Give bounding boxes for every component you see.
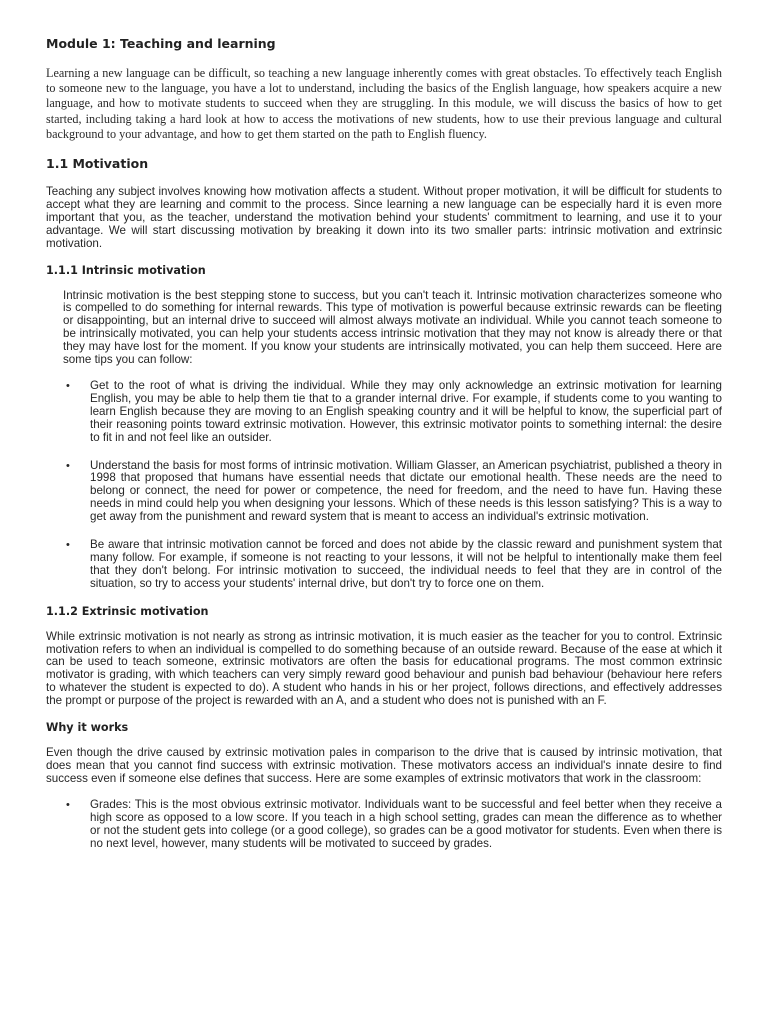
list-item-text: Get to the root of what is driving the individual. While they may only acknowledge an extrinsic motivation for learning English, you may be able to help them tie that to a grander internal drive. For example, if students come to you wanting to learn English because they are moving to an English speaking country and it will be helpful to know, the superficial part of their reasoning points toward extrinsic motivation. However, this extrinsic motivator points to something internal: the desire to fit in and not feel like an outsider. bbox=[90, 378, 722, 444]
list-item-text: Be aware that intrinsic motivation cannot be forced and does not abide by the classic reward and punishment system that many follow. For example, if someone is not reacting to your lessons, it will not be helpful to intentionally make them feel that they don't belong. For intrinsic motivation to succeed, the individual needs to feel that they are in control of the situation, so try to access your students' internal drive, but don't try to force one on them. bbox=[90, 538, 722, 590]
bullet-icon: • bbox=[66, 379, 70, 392]
section-1-1-2-heading: 1.1.2 Extrinsic motivation bbox=[46, 604, 209, 618]
intrinsic-tips-list bbox=[46, 380, 722, 591]
section-1-1-2-paragraph: While extrinsic motivation is not nearly as strong as intrinsic motivation, it is much easier as the teacher for you to control. Extrinsic motivation refers to when an individual is compelled to do something because of an outside reward. Because of the ease at which it can be used to teach someone, extrinsic motivators are often the basis for educational programs. The most common extrinsic motivator is grading, with which teachers can very simply reward good behaviour and punish bad behaviour (behaviour here refers to whatever the student is expected to do). A student who hands in his or her project, follows directions, and effectively addresses the prompt or purpose of the project is rewarded with an A, and a student who does not is punished with an F. bbox=[46, 629, 722, 708]
section-1-1-paragraph: Teaching any subject involves knowing how motivation affects a student. Without proper motivation, it will be difficult for students to accept what they are learning and commit to the process. Since learning a new language can be especially hard it is even more important that you, as the teacher, understand the motivation behind your students' commitment to learning, and use it to your advantage. We will start discussing motivation by breaking it down into its two smaller parts: intrinsic motivation and extrinsic motivation. bbox=[46, 185, 722, 250]
list-item bbox=[46, 460, 722, 525]
extrinsic-examples-list bbox=[46, 799, 722, 851]
why-it-works-paragraph: Even though the drive caused by extrinsic motivation pales in comparison to the drive that is caused by intrinsic motivation, that does mean that you cannot find success with extrinsic motivation. These motivators access an individual's innate desire to find success even if someone else defines that success. Here are some examples of extrinsic motivators that work in the classroom: bbox=[46, 746, 722, 785]
list-item-text: Understand the basis for most forms of intrinsic motivation. William Glasser, an American psychiatrist, published a theory in 1998 that proposed that humans have essential needs that dictate our emotional health. These needs are the need to belong or connect, the need for power or competence, the need for freedom, and the need to have fun. Having these needs in mind could help you when designing your lessons. Which of these needs is this lesson satisfying? This is a way to get away from the punishment and reward system that is meant to access an individual's extrinsic motivation. bbox=[90, 458, 722, 524]
section-1-1-1-paragraph: Intrinsic motivation is the best stepping stone to success, but you can't teach it. Intrinsic motivation characterizes someone who is compelled to do something for internal rewards. This type of motivation is powerful because extrinsic rewards can be fleeting or disappointing, but an internal drive to succeed will almost always motivate an individual. While you cannot teach someone to be intrinsically motivated, you can help your students access intrinsic motivation that they may not know is already there or that they may have lost for the moment. If you know your students are intrinsically motivated, you can help them succeed. Here are some tips you can follow: bbox=[63, 288, 722, 367]
bullet-icon: • bbox=[66, 539, 70, 552]
section-1-1-heading: 1.1 Motivation bbox=[46, 156, 149, 172]
bullet-icon: • bbox=[66, 798, 70, 811]
bullet-icon: • bbox=[66, 459, 70, 472]
list-item bbox=[46, 380, 722, 445]
intro-paragraph: Learning a new language can be difficult, so teaching a new language inherently comes with great obstacles. To effectively teach English to someone new to the language, you have a lot to understand, including the basics of the English language, how speakers acquire a new language, and how to motivate students to succeed when they are struggling. In this module, we will discuss the basics of how to get started, including taking a hard look at how to access the motivations of new students, how to use their previous language and cultural background to your advantage, and how to get them started on the path to English fluency. bbox=[46, 66, 722, 141]
section-1-1-1-heading: 1.1.1 Intrinsic motivation bbox=[46, 263, 206, 277]
list-item-text: Grades: This is the most obvious extrinsic motivator. Individuals want to be successful and feel better when they receive a high score as opposed to a low score. If you teach in a high school setting, grades can mean the difference as to whether or not the student gets into college (or a good college), so grades can be a good motivator for students. Even when there is no next level, however, many students will be motivated to succeed by grades. bbox=[90, 797, 722, 850]
document-page bbox=[46, 36, 722, 865]
list-item bbox=[46, 799, 722, 851]
why-it-works-heading: Why it works bbox=[46, 721, 129, 735]
list-item bbox=[46, 539, 722, 591]
module-title: Module 1: Teaching and learning bbox=[46, 36, 276, 51]
